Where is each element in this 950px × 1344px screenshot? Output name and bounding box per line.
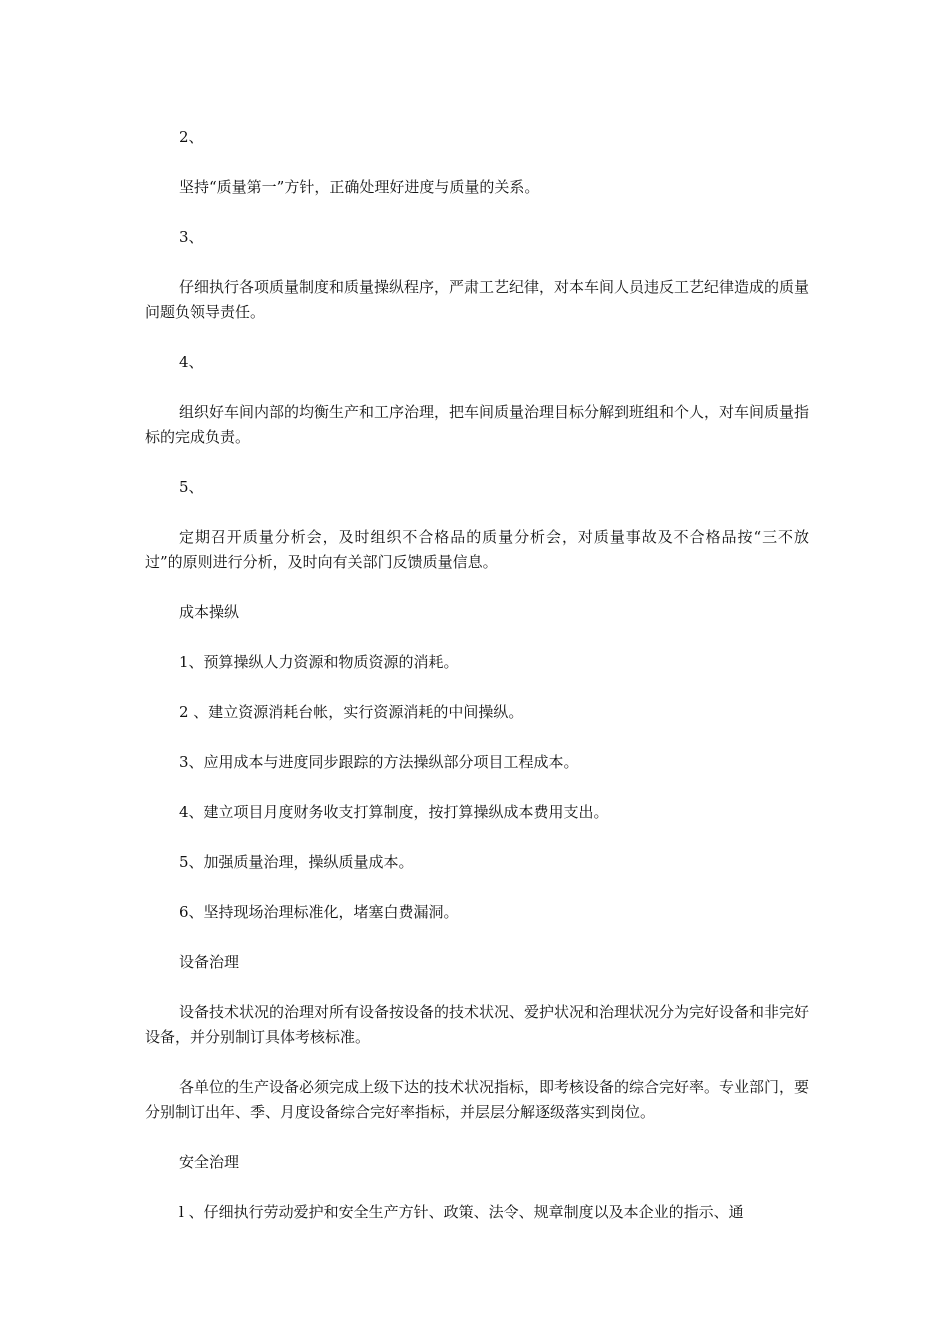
paragraph-quality-analysis: 定期召开质量分析会，及时组织不合格品的质量分析会，对质量事故及不合格品按“三不放过”的原则进行分析，及时向有关部门反馈质量信息。: [145, 528, 809, 571]
cost-item-1: 1、预算操纵人力资源和物质资源的消耗。: [179, 653, 459, 671]
paragraph-quality-first: 坚持“质量第一”方针，正确处理好进度与质量的关系。: [179, 178, 540, 196]
item-number-3: 3、: [179, 228, 204, 246]
cost-item-2: 2 、建立资源消耗台帐，实行资源消耗的中间操纵。: [179, 703, 524, 721]
cost-item-6: 6、坚持现场治理标准化，堵塞白费漏洞。: [179, 903, 459, 921]
item-number-5: 5、: [179, 478, 204, 496]
paragraph-quality-procedures: 仔细执行各项质量制度和质量操纵程序，严肃工艺纪律，对本车间人员违反工艺纪律造成的质量问题负领导责任。: [145, 278, 810, 321]
section-heading-safety: 安全治理: [179, 1153, 240, 1171]
item-number-4: 4、: [179, 353, 204, 371]
safety-item-1: l 、仔细执行劳动爱护和安全生产方针、政策、法令、规章制度以及本企业的指示、通: [179, 1203, 744, 1221]
cost-item-3: 3、应用成本与进度同步跟踪的方法操纵部分项目工程成本。: [179, 753, 579, 771]
section-heading-cost-control: 成本操纵: [179, 603, 240, 621]
cost-item-5: 5、加强质量治理，操纵质量成本。: [179, 853, 414, 871]
item-number-2: 2、: [179, 128, 204, 146]
paragraph-workshop-organization: 组织好车间内部的均衡生产和工序治理，把车间质量治理目标分解到班组和个人，对车间质量指标的完成负责。: [145, 403, 810, 446]
cost-item-4: 4、建立项目月度财务收支打算制度，按打算操纵成本费用支出。: [179, 803, 609, 821]
paragraph-equipment-status: 设备技术状况的治理对所有设备按设备的技术状况、爱护状况和治理状况分为完好设备和非完好设备，并分别制订具体考核标准。: [145, 1003, 810, 1046]
paragraph-equipment-targets: 各单位的生产设备必须完成上级下达的技术状况指标，即考核设备的综合完好率。专业部门，要分别制订出年、季、月度设备综合完好率指标，并层层分解逐级落实到岗位。: [145, 1078, 810, 1121]
section-heading-equipment: 设备治理: [179, 953, 240, 971]
